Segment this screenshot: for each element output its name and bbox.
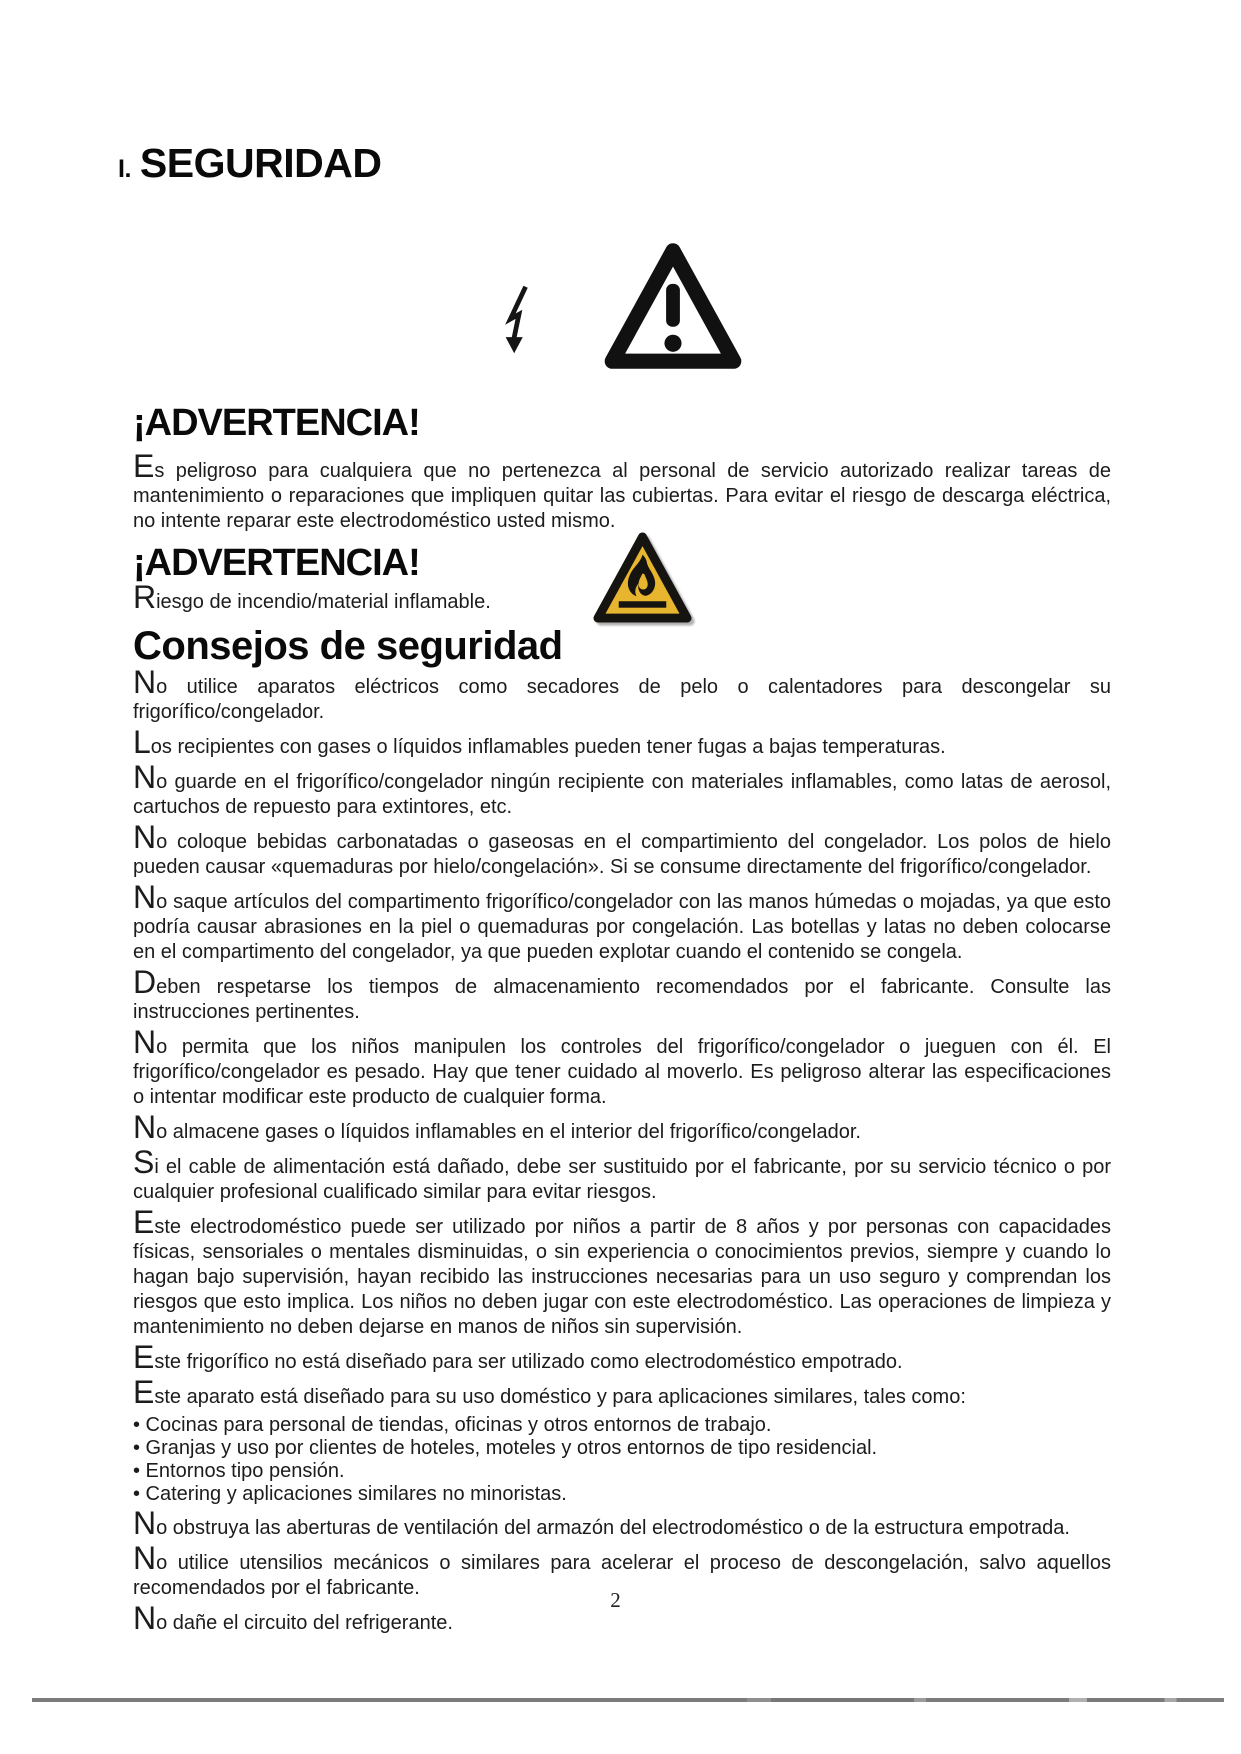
initial-capital: N <box>133 1600 157 1636</box>
initial-capital: N <box>133 819 157 855</box>
safety-tip-paragraph: No permita que los niños manipulen los controles del frigorífico/congelador o jueguen con él. El frigorífico/congelador es pesado. Hay que tener cuidado al moverlo. Es peligroso alterar las especificaciones o intentar modificar este producto de cualquier forma. <box>133 1024 1111 1108</box>
initial-capital: E <box>133 1374 155 1410</box>
warning-2-body: Riesgo de incendio/material inflamable. <box>133 579 491 615</box>
initial-capital: S <box>133 1144 155 1180</box>
application-bullet-item: • Entornos tipo pensión. <box>133 1460 345 1482</box>
safety-tips-paragraphs-after <box>133 1505 1111 1636</box>
page-title-prefix: I. <box>118 155 131 183</box>
initial-capital: N <box>133 759 157 795</box>
application-bullet-item: • Cocinas para personal de tiendas, oficinas y otros entornos de trabajo. <box>133 1414 772 1436</box>
warning-heading-2: ¡ADVERTENCIA! <box>133 542 420 584</box>
safety-tip-paragraph: No dañe el circuito del refrigerante. <box>133 1600 453 1636</box>
initial-capital: D <box>133 964 157 1000</box>
safety-tip-paragraph: Deben respetarse los tiempos de almacenamiento recomendados por el fabricante. Consulte las instrucciones pertinentes. <box>133 964 1111 1023</box>
initial-capital: N <box>133 1540 157 1576</box>
application-bullet-item: • Catering y aplicaciones similares no minoristas. <box>133 1483 567 1505</box>
safety-tip-paragraph: No coloque bebidas carbonatadas o gaseosas en el compartimiento del congelador. Los polos de hielo pueden causar «quemaduras por hielo/congelación». Si se consume directamente del frigorífico/congelador. <box>133 819 1111 878</box>
safety-tip-paragraph: Si el cable de alimentación está dañado, debe ser sustituido por el fabricante, por su servicio técnico o por cualquier profesional cualificado similar para evitar riesgos. <box>133 1144 1111 1203</box>
initial-capital: E <box>133 1204 155 1240</box>
page-title <box>118 140 1111 186</box>
page-number: 2 <box>610 1588 621 1612</box>
safety-tip-paragraph: Este aparato está diseñado para su uso doméstico y para aplicaciones similares, tales como: <box>133 1374 966 1410</box>
initial-capital: R <box>133 579 157 615</box>
flammable-warning-triangle-icon <box>593 527 692 628</box>
bottom-divider-line <box>32 1698 1224 1702</box>
warning-heading-1: ¡ADVERTENCIA! <box>133 402 420 444</box>
initial-capital: N <box>133 1505 157 1541</box>
exclamation-warning-triangle-icon <box>604 236 742 376</box>
safety-tip-paragraph: No utilice aparatos eléctricos como secadores de pelo o calentadores para descongelar su frigorífico/congelador. <box>133 664 1111 723</box>
initial-capital: E <box>133 1339 155 1375</box>
application-bullet-item: • Granjas y uso por clientes de hoteles, moteles y otros entornos de tipo residencial. <box>133 1437 878 1459</box>
safety-tip-paragraph: Este frigorífico no está diseñado para ser utilizado como electrodoméstico empotrado. <box>133 1339 903 1375</box>
warning-1-body: Es peligroso para cualquiera que no pertenezca al personal de servicio autorizado realizar tareas de mantenimiento o reparaciones que impliquen quitar las cubiertas. Para evitar el riesgo de descarga eléctrica, no intente reparar este electrodoméstico usted mismo. <box>133 448 1111 532</box>
initial-capital: E <box>133 448 155 484</box>
safety-tip-paragraph: No obstruya las aberturas de ventilación del armazón del electrodoméstico o de la estructura empotrada. <box>133 1505 1070 1541</box>
safety-tip-paragraph: No utilice utensilios mecánicos o similares para acelerar el proceso de descongelación, salvo aquellos recomendados por el fabricante. <box>133 1540 1111 1599</box>
safety-tip-paragraph: No saque artículos del compartimento frigorífico/congelador con las manos húmedas o mojadas, ya que esto podría causar abrasiones en la piel o quemaduras por congelación. Las botellas y latas no deben colocarse en el compartimento del congelador, ya que pueden explotar cuando el contenido se congela. <box>133 879 1111 963</box>
safety-tips-paragraphs <box>133 664 1111 1410</box>
initial-capital: L <box>133 724 151 760</box>
initial-capital: N <box>133 1109 157 1145</box>
safety-tips-heading: Consejos de seguridad <box>133 624 563 668</box>
page-title-text: SEGURIDAD <box>139 140 382 186</box>
initial-capital: N <box>133 879 157 915</box>
application-bullet-list <box>133 1414 1111 1506</box>
safety-tip-paragraph: Este electrodoméstico puede ser utilizado por niños a partir de 8 años y por personas con capacidades físicas, sensoriales o mentales disminuidas, o sin experiencia o conocimientos previos, siempre y cuando lo hagan bajo supervisión, hayan recibido las instrucciones necesarias para un uso seguro y comprendan los riesgos que esto implica. Los niños no deben jugar con este electrodoméstico. Las operaciones de limpieza y mantenimiento no deben dejarse en manos de niños sin supervisión. <box>133 1204 1111 1338</box>
initial-capital: N <box>133 664 157 700</box>
safety-tip-paragraph: No guarde en el frigorífico/congelador ningún recipiente con materiales inflamables, como latas de aerosol, cartuchos de repuesto para extintores, etc. <box>133 759 1111 818</box>
safety-tip-paragraph: No almacene gases o líquidos inflamables en el interior del frigorífico/congelador. <box>133 1109 861 1145</box>
safety-tip-paragraph: Los recipientes con gases o líquidos inflamables pueden tener fugas a bajas temperaturas. <box>133 724 946 760</box>
initial-capital: N <box>133 1024 157 1060</box>
high-voltage-lightning-icon <box>499 283 537 359</box>
